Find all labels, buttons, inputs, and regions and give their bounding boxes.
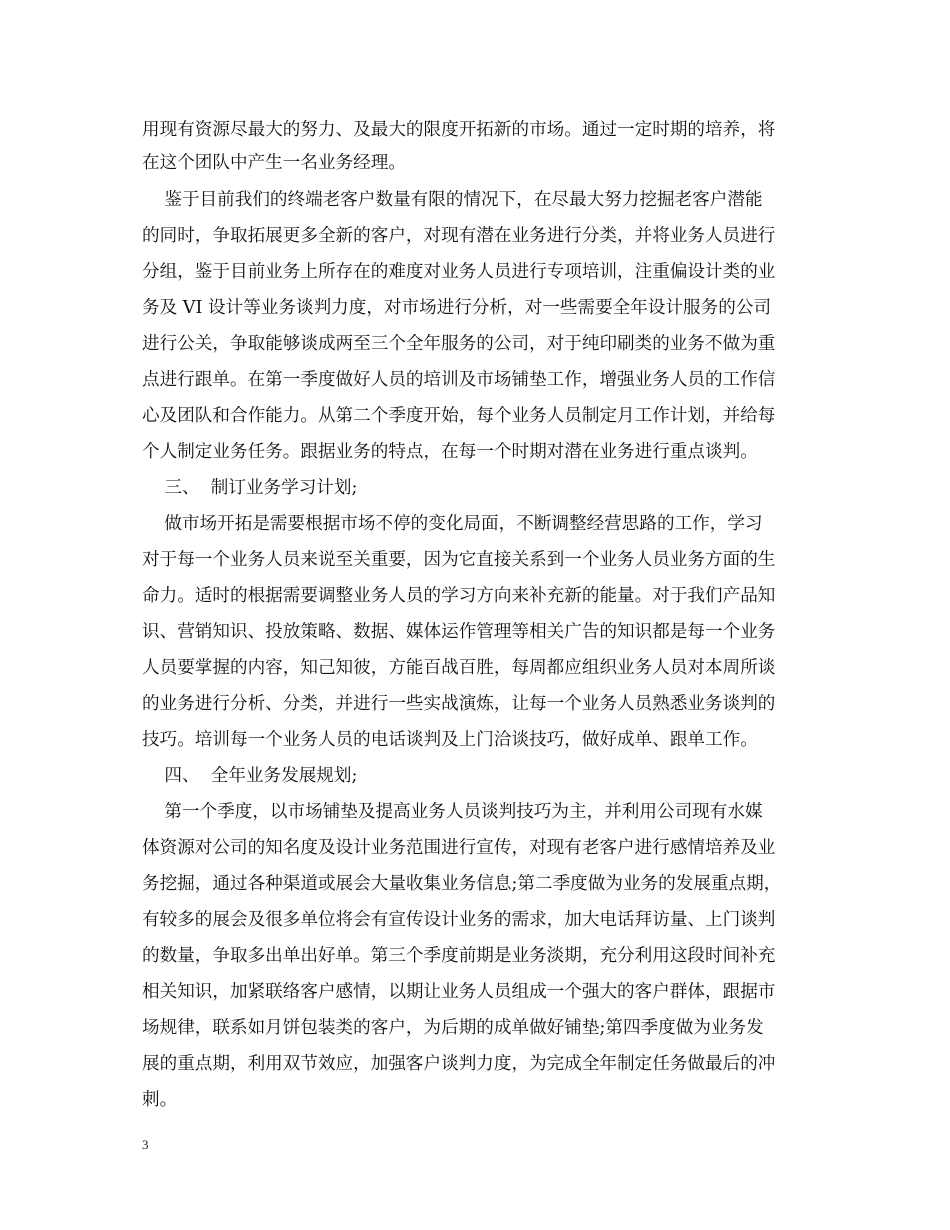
text-line: 的业务进行分析、分类，并进行一些实战演炼，让每一个业务人员熟悉业务谈判的: [142, 694, 776, 714]
text-line: 用现有资源尽最大的努力、及最大的限度开拓新的市场。通过一定时期的培养，将: [142, 120, 776, 140]
text-line: 进行公关，争取能够谈成两至三个全年服务的公司，对于纯印刷类的业务不做为重: [142, 334, 776, 354]
text-line: 相关知识，加紧联络客户感情，以期让业务人员组成一个强大的客户群体，跟据市: [142, 982, 776, 1002]
text-line: 做市场开拓是需要根据市场不停的变化局面，不断调整经营思路的工作，学习: [142, 514, 763, 534]
text-line: 有较多的展会及很多单位将会有宣传设计业务的需求，加大电话拜访量、上门谈判: [142, 910, 776, 930]
text-line: 务挖掘，通过各种渠道或展会大量收集业务信息;第二季度做为业务的发展重点期，: [142, 874, 782, 894]
text-line: 在这个团队中产生一名业务经理。: [142, 153, 406, 173]
text-line: 的数量，争取多出单出好单。第三个季度前期是业务淡期，充分利用这段时间补充: [142, 946, 776, 966]
text-line: 第一个季度，以市场铺垫及提高业务人员谈判技巧为主，并利用公司现有水媒: [142, 802, 763, 822]
text-line: 人员要掌握的内容，知己知彼，方能百战百胜，每周都应组织业务人员对本周所谈: [142, 658, 776, 678]
text-line: 点进行跟单。在第一季度做好人员的培训及市场铺垫工作，增强业务人员的工作信: [142, 370, 776, 390]
text-line: 技巧。培训每一个业务人员的电话谈判及上门洽谈技巧，做好成单、跟单工作。: [142, 730, 758, 750]
text-line: 刺。: [142, 1090, 178, 1110]
section-heading: 四、 全年业务发展规划;: [142, 766, 358, 786]
text-line: 务及 VI 设计等业务谈判力度，对市场进行分析，对一些需要全年设计服务的公司: [142, 298, 772, 318]
text-line: 场规律，联系如月饼包装类的客户，为后期的成单做好铺垫;第四季度做为业务发: [142, 1018, 764, 1038]
page-number: 3: [142, 1137, 149, 1152]
text-line: 个人制定业务任务。跟据业务的特点，在每一个时期对潜在业务进行重点谈判。: [142, 442, 758, 462]
text-line: 对于每一个业务人员来说至关重要，因为它直接关系到一个业务人员业务方面的生: [142, 550, 776, 570]
text-line: 鉴于目前我们的终端老客户数量有限的情况下，在尽最大努力挖掘老客户潜能: [142, 190, 763, 210]
text-line: 分组，鉴于目前业务上所存在的难度对业务人员进行专项培训，注重偏设计类的业: [142, 262, 776, 282]
text-line: 体资源对公司的知名度及设计业务范围进行宣传，对现有老客户进行感情培养及业: [142, 838, 776, 858]
text-line: 识、营销知识、投放策略、数据、媒体运作管理等相关广告的知识都是每一个业务: [142, 622, 776, 642]
text-line: 展的重点期，利用双节效应，加强客户谈判力度，为完成全年制定任务做最后的冲: [142, 1054, 776, 1074]
section-heading: 三、 制订业务学习计划;: [142, 478, 358, 498]
text-line: 的同时，争取拓展更多全新的客户，对现有潜在业务进行分类，并将业务人员进行: [142, 226, 776, 246]
text-line: 心及团队和合作能力。从第二个季度开始，每个业务人员制定月工作计划，并给每: [142, 406, 776, 426]
text-line: 命力。适时的根据需要调整业务人员的学习方向来补充新的能量。对于我们产品知: [142, 586, 776, 606]
